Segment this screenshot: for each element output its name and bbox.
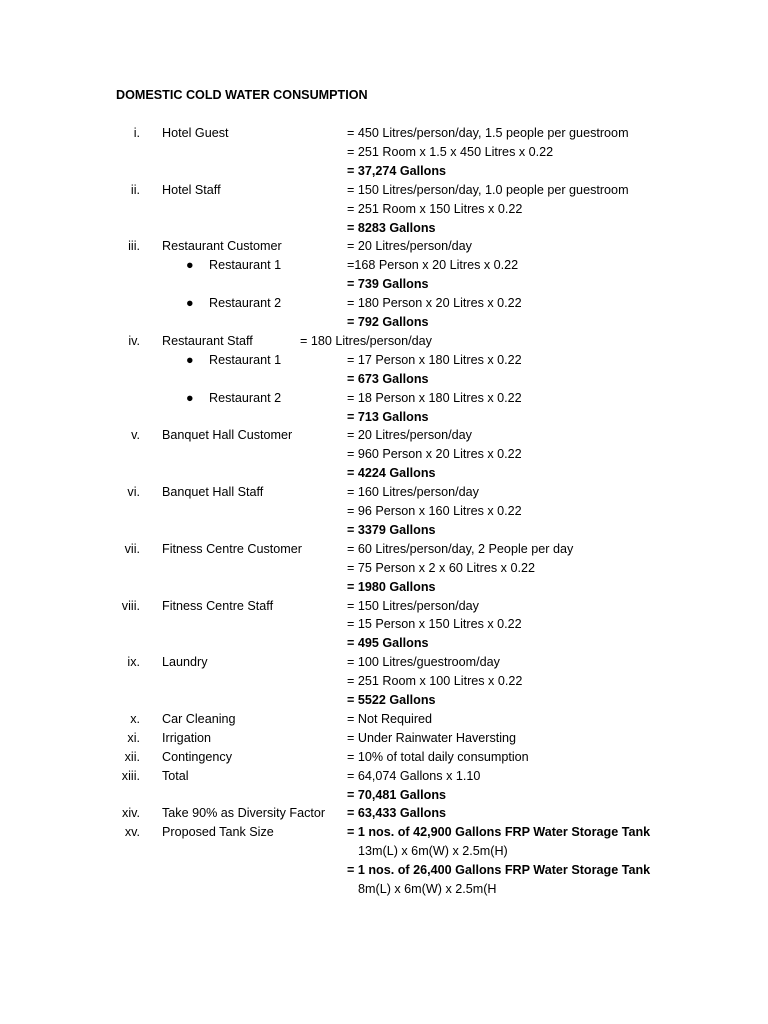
calculation-value: = 960 Person x 20 Litres x 0.22 bbox=[347, 447, 522, 462]
sub-item-label: Restaurant 2 bbox=[209, 296, 282, 311]
item-number: ii. bbox=[130, 182, 140, 197]
calculation-line bbox=[0, 466, 768, 485]
calculation-line bbox=[0, 296, 768, 315]
calculation-value: = 96 Person x 160 Litres x 0.22 bbox=[347, 504, 522, 518]
item-number: ix. bbox=[127, 655, 140, 670]
calculation-value: = 64,074 Gallons x 1.10 bbox=[347, 768, 481, 783]
calculation-line bbox=[0, 277, 768, 296]
calculation-line bbox=[0, 617, 768, 636]
bullet-icon: ● bbox=[186, 352, 194, 367]
item-label: Laundry bbox=[162, 655, 208, 670]
calculation-line bbox=[0, 145, 768, 164]
calculation-value: = 251 Room x 1.5 x 450 Litres x 0.22 bbox=[347, 144, 554, 159]
item-label: Fitness Centre Staff bbox=[162, 598, 274, 613]
calculation-line bbox=[0, 221, 768, 240]
item-label: Irrigation bbox=[162, 730, 211, 745]
item-label: Banquet Hall Customer bbox=[162, 428, 293, 443]
calculation-value: = 251 Room x 150 Litres x 0.22 bbox=[347, 201, 523, 216]
calculation-line bbox=[0, 674, 768, 693]
item-number: i. bbox=[133, 126, 140, 140]
calculation-line bbox=[0, 315, 768, 334]
document-title: DOMESTIC COLD WATER CONSUMPTION bbox=[116, 88, 368, 102]
item-number: xv. bbox=[124, 825, 140, 840]
item-label: Fitness Centre Customer bbox=[162, 541, 302, 556]
item-label: Banquet Hall Staff bbox=[162, 485, 264, 500]
result-value: = 4224 Gallons bbox=[347, 466, 436, 481]
bullet-icon: ● bbox=[186, 296, 194, 311]
calculation-line bbox=[0, 353, 768, 372]
item-number: xiii. bbox=[121, 768, 140, 783]
item-label: Proposed Tank Size bbox=[162, 825, 274, 840]
sub-item-label: Restaurant 1 bbox=[209, 258, 282, 273]
bullet-icon: ● bbox=[186, 390, 194, 405]
item-label: Total bbox=[162, 768, 189, 783]
calculation-value: = 75 Person x 2 x 60 Litres x 0.22 bbox=[347, 560, 535, 575]
item-number: vii. bbox=[124, 541, 140, 556]
calculation-line bbox=[0, 769, 768, 788]
calculation-line bbox=[0, 599, 768, 618]
calculation-value: = 20 Litres/person/day bbox=[347, 239, 472, 254]
calculation-line bbox=[0, 712, 768, 731]
calculation-value: = 100 Litres/guestroom/day bbox=[347, 655, 500, 670]
calculation-value: = 17 Person x 180 Litres x 0.22 bbox=[347, 352, 522, 367]
result-value: = 70,481 Gallons bbox=[347, 787, 447, 802]
calculation-line bbox=[0, 844, 768, 863]
result-value: = 673 Gallons bbox=[347, 371, 429, 386]
item-label: Restaurant Staff bbox=[162, 333, 253, 348]
calculation-line bbox=[0, 183, 768, 202]
calculation-value: = 180 Person x 20 Litres x 0.22 bbox=[347, 296, 522, 311]
result-value: = 739 Gallons bbox=[347, 277, 429, 292]
calculation-line bbox=[0, 655, 768, 674]
result-value: = 1980 Gallons bbox=[347, 579, 436, 594]
calculation-line bbox=[0, 485, 768, 504]
item-number: x. bbox=[130, 711, 140, 726]
item-number: iii. bbox=[128, 239, 140, 254]
calculation-line bbox=[0, 410, 768, 429]
item-number: viii. bbox=[121, 598, 140, 613]
calculation-line bbox=[0, 239, 768, 258]
calculation-value: = 450 Litres/person/day, 1.5 people per guestroom bbox=[347, 126, 629, 140]
result-value: = 713 Gallons bbox=[347, 409, 429, 424]
calculation-value: = 60 Litres/person/day, 2 People per day bbox=[347, 541, 574, 556]
result-value: = 8283 Gallons bbox=[347, 220, 436, 235]
calculation-line bbox=[0, 391, 768, 410]
calculation-value: = 160 Litres/person/day bbox=[347, 485, 479, 500]
item-label: Hotel Staff bbox=[162, 182, 221, 197]
item-label: Take 90% as Diversity Factor bbox=[162, 806, 326, 821]
result-value: = 5522 Gallons bbox=[347, 693, 436, 707]
calculation-line bbox=[0, 258, 768, 277]
calculation-value: = 18 Person x 180 Litres x 0.22 bbox=[347, 390, 522, 405]
result-value: = 1 nos. of 42,900 Gallons FRP Water Storage Tank bbox=[347, 825, 651, 840]
item-number: iv. bbox=[128, 333, 140, 348]
result-value: = 37,274 Gallons bbox=[347, 163, 447, 178]
result-value: = 495 Gallons bbox=[347, 636, 429, 651]
calculation-value: = 15 Person x 150 Litres x 0.22 bbox=[347, 617, 522, 632]
calculation-value: = 10% of total daily consumption bbox=[347, 749, 529, 764]
calculation-value: = 150 Litres/person/day bbox=[347, 598, 479, 613]
calculation-line bbox=[0, 372, 768, 391]
item-number: v. bbox=[131, 428, 140, 443]
calculation-line bbox=[0, 334, 768, 353]
calculation-line bbox=[0, 750, 768, 769]
calculation-line bbox=[0, 693, 768, 712]
result-value: = 1 nos. of 26,400 Gallons FRP Water Storage Tank bbox=[347, 863, 651, 878]
bullet-icon: ● bbox=[186, 258, 194, 273]
calculation-value: =168 Person x 20 Litres x 0.22 bbox=[347, 258, 519, 273]
calculation-line bbox=[0, 542, 768, 561]
calculation-line bbox=[0, 806, 768, 825]
result-value: = 3379 Gallons bbox=[347, 522, 436, 537]
calculation-line bbox=[0, 863, 768, 882]
item-label: Contingency bbox=[162, 749, 233, 764]
calculation-value: = 180 Litres/person/day bbox=[300, 333, 432, 348]
calculation-line bbox=[0, 428, 768, 447]
item-number: xi. bbox=[127, 730, 140, 745]
item-label: Car Cleaning bbox=[162, 711, 236, 726]
calculation-line bbox=[0, 561, 768, 580]
calculation-line bbox=[0, 731, 768, 750]
calculation-value: 13m(L) x 6m(W) x 2.5m(H) bbox=[358, 844, 508, 859]
calculation-line bbox=[0, 882, 768, 901]
sub-item-label: Restaurant 2 bbox=[209, 390, 282, 405]
calculation-value: = 251 Room x 100 Litres x 0.22 bbox=[347, 674, 523, 689]
calculation-line bbox=[0, 825, 768, 844]
item-label: Restaurant Customer bbox=[162, 239, 282, 254]
calculation-value: = Not Required bbox=[347, 711, 433, 726]
calculation-value: = 20 Litres/person/day bbox=[347, 428, 472, 443]
item-number: xii. bbox=[124, 749, 140, 764]
calculation-line bbox=[0, 636, 768, 655]
result-value: = 792 Gallons bbox=[347, 315, 429, 329]
item-number: xiv. bbox=[122, 806, 140, 821]
calculation-line bbox=[0, 580, 768, 599]
sub-item-label: Restaurant 1 bbox=[209, 352, 282, 367]
calculation-line bbox=[0, 202, 768, 221]
item-number: vi. bbox=[127, 485, 140, 500]
calculation-line bbox=[0, 504, 768, 523]
calculation-value: = 150 Litres/person/day, 1.0 people per guestroom bbox=[347, 182, 629, 197]
calculation-line bbox=[0, 447, 768, 466]
calculation-line bbox=[0, 164, 768, 183]
result-value: = 63,433 Gallons bbox=[347, 806, 447, 821]
calculation-value: = Under Rainwater Haversting bbox=[347, 730, 517, 745]
calculation-line bbox=[0, 523, 768, 542]
calculation-line bbox=[0, 126, 768, 145]
calculation-line bbox=[0, 788, 768, 807]
calculation-value: 8m(L) x 6m(W) x 2.5m(H bbox=[358, 882, 497, 896]
item-label: Hotel Guest bbox=[162, 126, 229, 140]
